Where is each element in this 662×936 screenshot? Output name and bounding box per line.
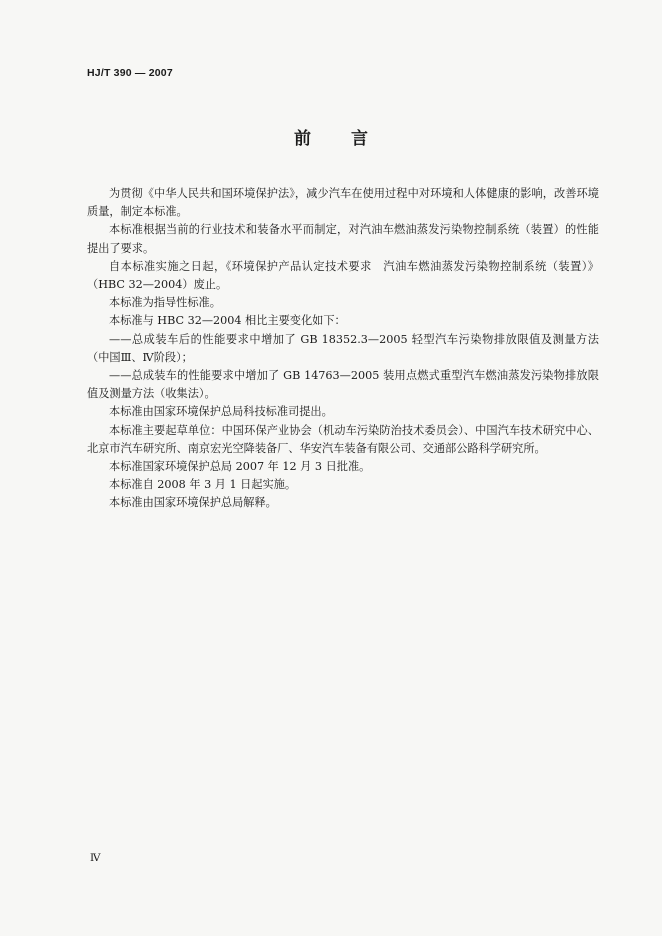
paragraph-drafters: 本标准主要起草单位：中国环保产业协会（机动车污染防治技术委员会）、中国汽车技术研究中心、北京市汽车研究所、南京宏光空降装备厂、华安汽车装备有限公司、交通部公路科学研究所。 (87, 423, 599, 455)
page-number: Ⅳ (90, 852, 101, 864)
paragraph-interpretation: 本标准由国家环境保护总局解释。 (109, 496, 277, 510)
paragraph-change-2: ——总成装车的性能要求中增加了 GB 14763—2005 装用点燃式重型汽车燃油蒸发污染物排放限值及测量方法（收集法）。 (87, 369, 599, 401)
paragraph-effective-date: 本标准自 2008 年 3 月 1 日起实施。 (109, 478, 297, 492)
paragraph-guidance: 本标准为指导性标准。 (109, 296, 221, 310)
paragraph-basis: 本标准根据当前的行业技术和装备水平而制定，对汽油车燃油蒸发污染物控制系统（装置）的性能提出了要求。 (87, 223, 599, 255)
page-title (0, 124, 662, 149)
paragraph-supersedes: 自本标准实施之日起，《环境保护产品认定技术要求 汽油车燃油蒸发污染物控制系统（装置）》（HBC 32—2004）废止。 (87, 259, 599, 292)
title-char-2: 言 (351, 129, 368, 149)
title-char-1: 前 (294, 129, 311, 149)
paragraph-purpose: 为贯彻《中华人民共和国环境保护法》，减少汽车在使用过程中对环境和人体健康的影响，改善环境质量，制定本标准。 (87, 187, 599, 219)
preface-body (87, 185, 599, 513)
paragraph-change-1: ——总成装车后的性能要求中增加了 GB 18352.3—2005 轻型汽车污染物排放限值及测量方法（中国Ⅲ、Ⅳ阶段）； (87, 332, 599, 364)
paragraph-proposer: 本标准由国家环境保护总局科技标准司提出。 (109, 405, 333, 419)
paragraph-changes-intro: 本标准与 HBC 32—2004 相比主要变化如下： (109, 314, 346, 328)
paragraph-approval: 本标准国家环境保护总局 2007 年 12 月 3 日批准。 (109, 460, 371, 474)
standard-code-header: HJ/T 390 — 2007 (87, 67, 173, 79)
